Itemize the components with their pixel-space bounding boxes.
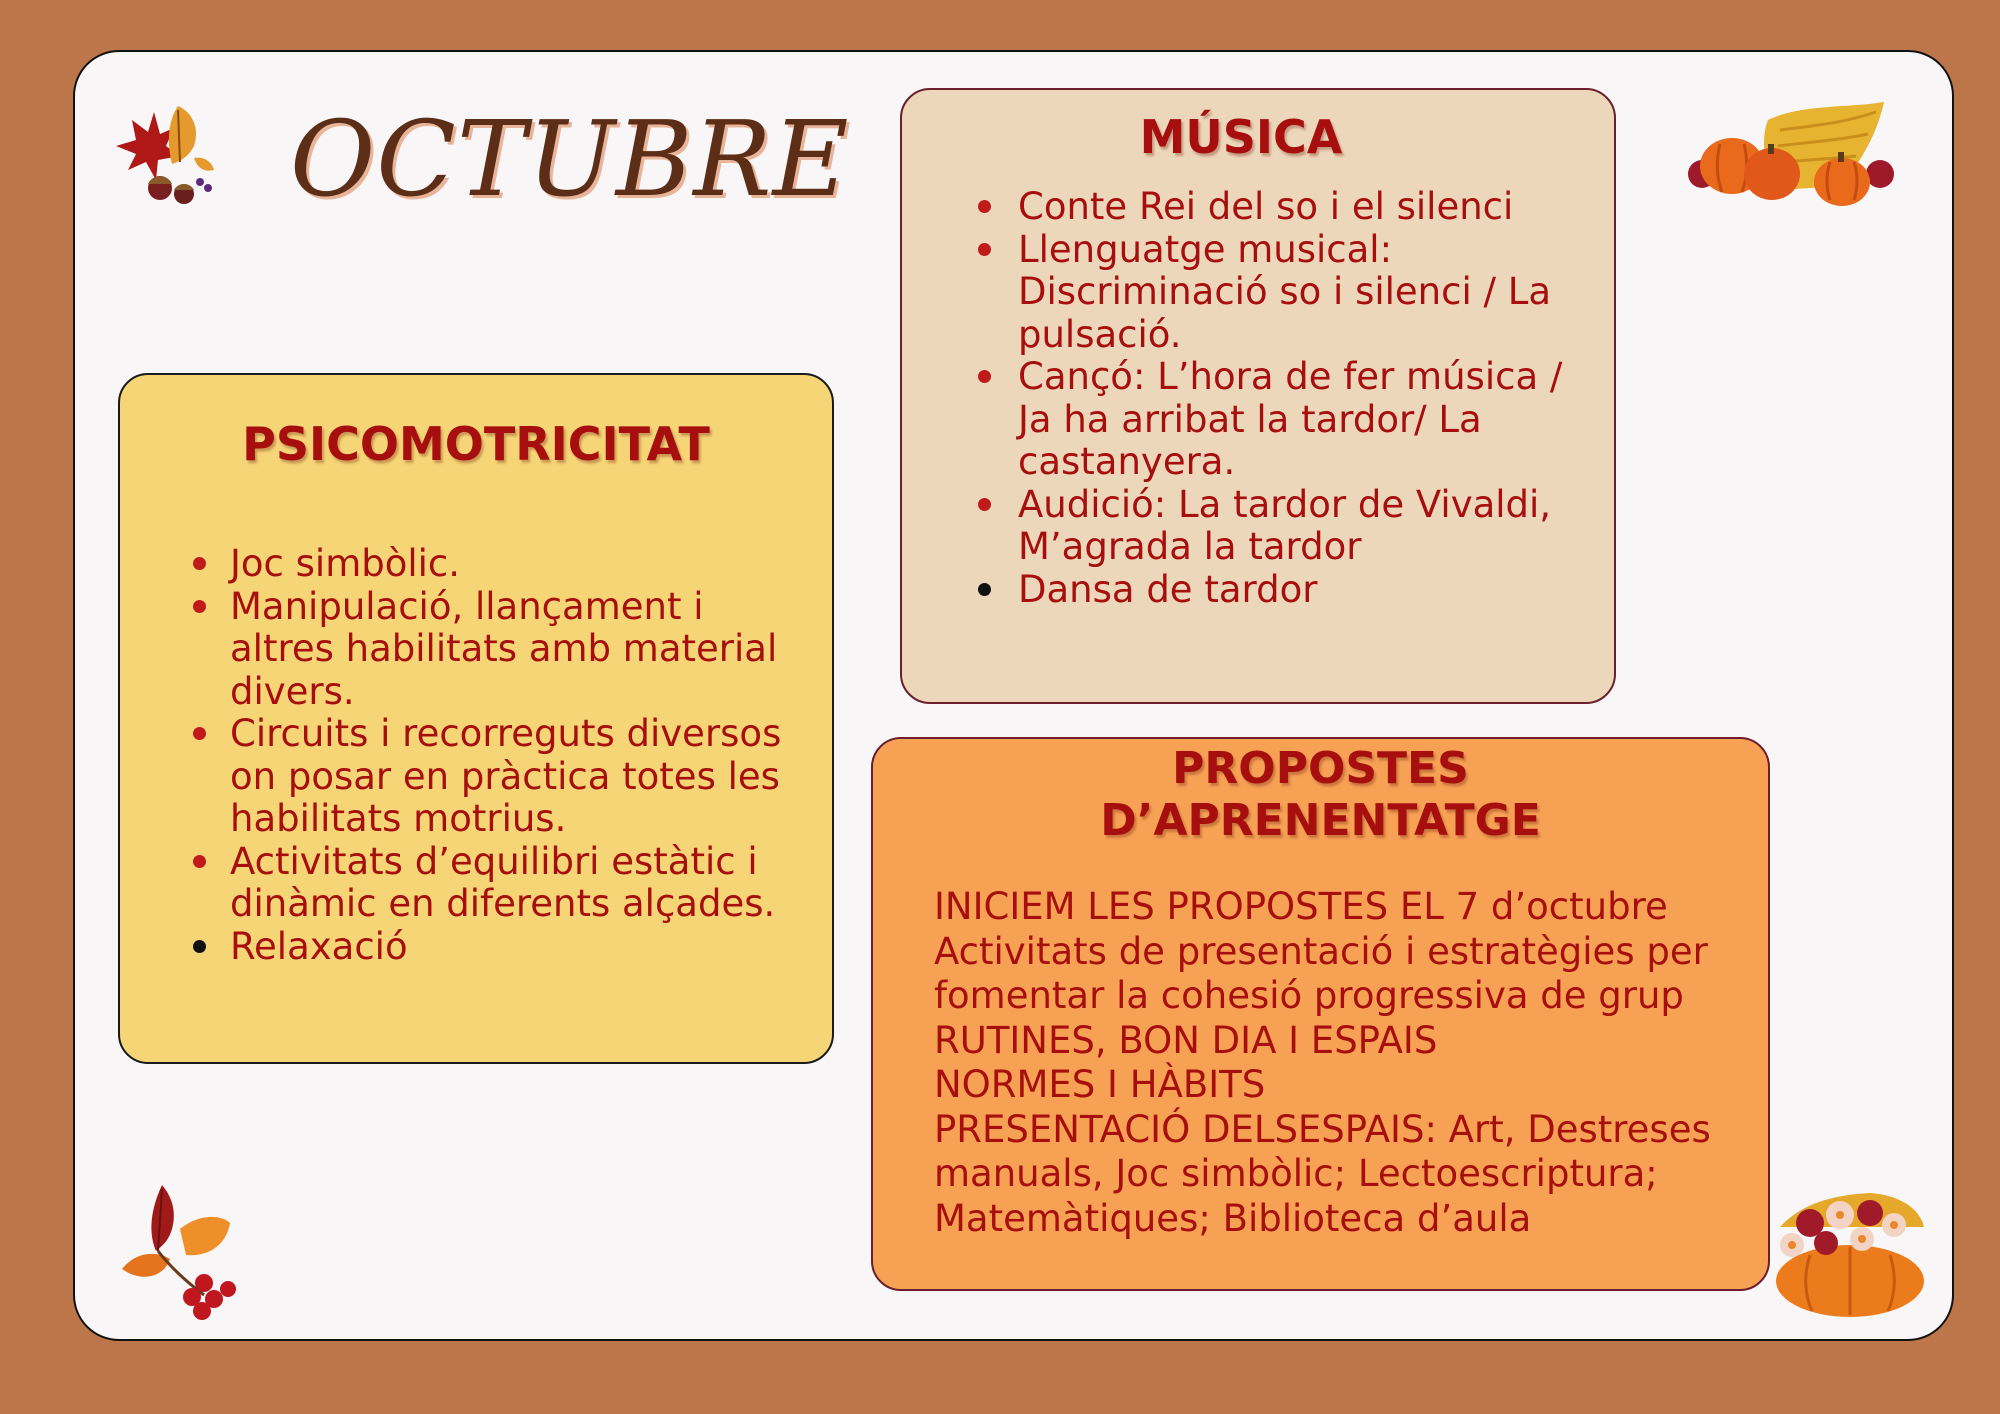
- psicomotricitat-card: [118, 373, 834, 1064]
- psicomotricitat-heading: PSICOMOTRICITAT: [242, 417, 710, 471]
- propostes-heading-line: PROPOSTES: [1172, 743, 1469, 794]
- propostes-heading-line: D’APRENENTATGE: [1100, 795, 1541, 846]
- propostes-line: PRESENTACIÓ DELSESPAIS: Art, Destreses: [934, 1107, 1711, 1151]
- page-title: OCTUBRE: [290, 98, 850, 220]
- bullet-icon: [193, 727, 206, 740]
- bullet-icon: [978, 583, 991, 596]
- musica-card: [900, 88, 1616, 704]
- berry-branch-icon: [122, 1185, 244, 1320]
- musica-list: [1018, 186, 1608, 611]
- cornucopia-pumpkins-icon: [1680, 100, 1900, 215]
- propostes-line: RUTINES, BON DIA I ESPAIS: [934, 1018, 1438, 1062]
- propostes-heading: [873, 743, 1768, 847]
- list-item: Activitats d’equilibri estàtic i dinàmic en diferents alçades.: [230, 841, 830, 926]
- bullet-icon: [193, 557, 206, 570]
- propostes-line: manuals, Joc simbòlic; Lectoescriptura;: [934, 1152, 1658, 1195]
- list-item: Cançó: L’hora de fer música / Ja ha arribat la tardor/ La castanyera.: [1018, 356, 1608, 484]
- bullet-icon: [193, 855, 206, 868]
- psicomotricitat-list: [230, 543, 830, 968]
- list-item: Conte Rei del so i el silenci: [1018, 186, 1608, 229]
- musica-heading: MÚSICA: [1139, 110, 1343, 164]
- propostes-line: NORMES I HÀBITS: [934, 1063, 1266, 1106]
- bullet-icon: [978, 498, 991, 511]
- bullet-icon: [978, 200, 991, 213]
- bullet-icon: [978, 243, 991, 256]
- pumpkin-flowers-icon: [1770, 1185, 1926, 1320]
- list-item: Llenguatge musical: Discriminació so i silenci / La pulsació.: [1018, 229, 1608, 357]
- list-item: Relaxació: [230, 926, 830, 969]
- bullet-icon: [978, 370, 991, 383]
- list-item: Circuits i recorreguts diversos on posar en pràctica totes les habilitats motrius.: [230, 713, 830, 841]
- propostes-line: Activitats de presentació i estratègies per: [934, 929, 1708, 973]
- propostes-line: Matemàtiques; Biblioteca d’aula: [934, 1196, 1532, 1240]
- bullet-icon: [193, 600, 206, 613]
- list-item: Manipulació, llançament i altres habilitats amb material divers.: [230, 586, 830, 714]
- propostes-line: INICIEM LES PROPOSTES EL 7 d’octubre: [934, 885, 1668, 928]
- bullet-icon: [193, 940, 206, 953]
- propostes-card: [871, 737, 1770, 1291]
- list-item: Joc simbòlic.: [230, 543, 830, 586]
- list-item: Audició: La tardor de Vivaldi, M’agrada la tardor: [1018, 484, 1608, 569]
- autumn-leaves-icon: [108, 98, 224, 214]
- list-item: Dansa de tardor: [1018, 569, 1608, 612]
- propostes-body: [934, 885, 1754, 1241]
- propostes-line: fomentar la cohesió progressiva de grup: [934, 974, 1684, 1017]
